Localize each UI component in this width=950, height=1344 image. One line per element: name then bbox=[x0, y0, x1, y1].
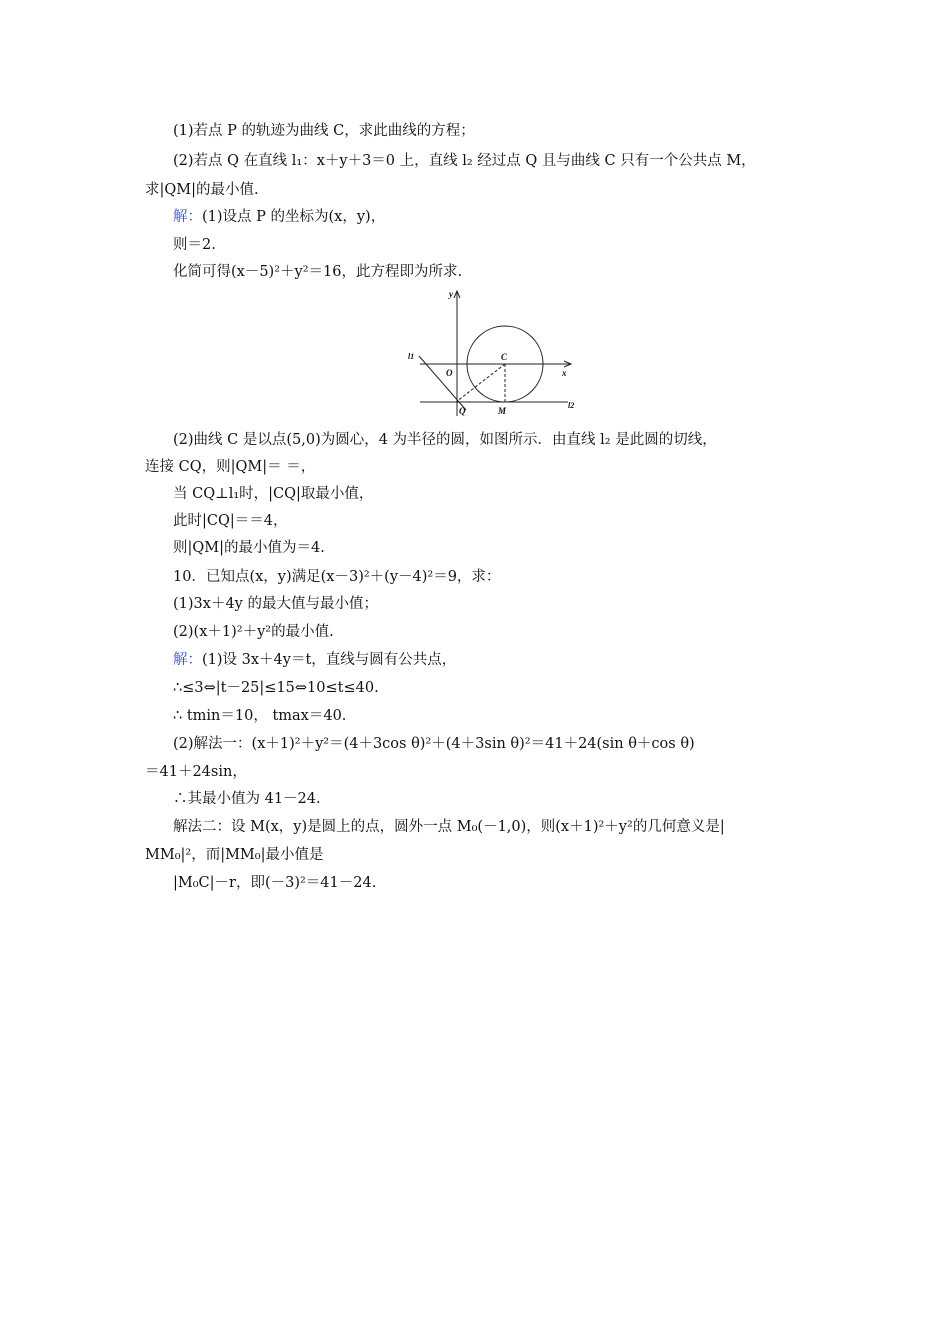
solution-text: (1)设 3x＋4y＝t，直线与圆有公共点， bbox=[202, 652, 457, 668]
solution-part-2-cont: 连接 CQ，则|QM|＝ ＝， bbox=[145, 459, 316, 475]
label-q: Q bbox=[459, 406, 466, 416]
question-part-2-cont: 求|QM|的最小值. bbox=[145, 182, 259, 198]
solution-label: 解： bbox=[173, 209, 202, 225]
label-l2: l2 bbox=[568, 401, 575, 410]
segment-cq bbox=[456, 364, 505, 402]
solution-result: |M₀C|－r，即(－3)²＝41－24. bbox=[173, 875, 377, 891]
solution-step: 此时|CQ|＝＝4， bbox=[173, 513, 288, 529]
solution-method-1: (2)解法一：(x＋1)²＋y²＝(4＋3cos θ)²＋(4＋3sin θ)²＝41＋24(sin θ＋cos θ) bbox=[173, 736, 695, 752]
question-10-part-2: (2)(x＋1)²＋y²的最小值. bbox=[173, 624, 334, 640]
solution-result: ∴其最小值为 41－24. bbox=[173, 791, 321, 807]
solution-method-2-cont: MM₀|²，而|MM₀|最小值是 bbox=[145, 847, 324, 863]
solution-line bbox=[173, 207, 385, 227]
solution-result: 则|QM|的最小值为＝4. bbox=[173, 540, 325, 556]
solution-step: ∴≤3⇔|t－25|≤15⇔10≤t≤40. bbox=[173, 680, 379, 696]
question-part-2: (2)若点 Q 在直线 l₁：x＋y＋3＝0 上，直线 l₂ 经过点 Q 且与曲线 C 只有一个公共点 M， bbox=[173, 153, 756, 169]
solution-step: 则＝2. bbox=[173, 237, 216, 253]
label-y: y bbox=[449, 289, 453, 299]
label-x: x bbox=[562, 368, 567, 378]
solution-label: 解： bbox=[173, 652, 202, 668]
label-m: M bbox=[498, 406, 507, 416]
solution-method-2: 解法二：设 M(x，y)是圆上的点，圆外一点 M₀(－1,0)，则(x＋1)²＋y²的几何意义是| bbox=[173, 819, 725, 835]
solution-step: ∴ tmin＝10， tmax＝40. bbox=[173, 708, 347, 724]
solution-text: (1)设点 P 的坐标为(x，y)， bbox=[202, 209, 386, 225]
solution-method-1-cont: ＝41＋24sin， bbox=[145, 764, 247, 780]
label-o: O bbox=[446, 368, 453, 378]
solution-step: 当 CQ⊥l₁时，|CQ|取最小值， bbox=[173, 486, 374, 502]
label-c: C bbox=[501, 352, 508, 362]
circle-tangent-figure bbox=[405, 286, 585, 421]
question-10: 10．已知点(x，y)满足(x－3)²＋(y－4)²＝9，求： bbox=[173, 569, 501, 585]
question-10-part-1: (1)3x＋4y 的最大值与最小值； bbox=[173, 596, 378, 612]
label-l1: l1 bbox=[408, 352, 415, 361]
solution-part-2: (2)曲线 C 是以点(5,0)为圆心，4 为半径的圆，如图所示．由直线 l₂ 是此圆的切线， bbox=[173, 432, 717, 448]
solution-line bbox=[173, 650, 456, 670]
solution-result: 化简可得(x－5)²＋y²＝16，此方程即为所求. bbox=[173, 264, 463, 280]
question-part-1: (1)若点 P 的轨迹为曲线 C，求此曲线的方程； bbox=[173, 123, 475, 139]
